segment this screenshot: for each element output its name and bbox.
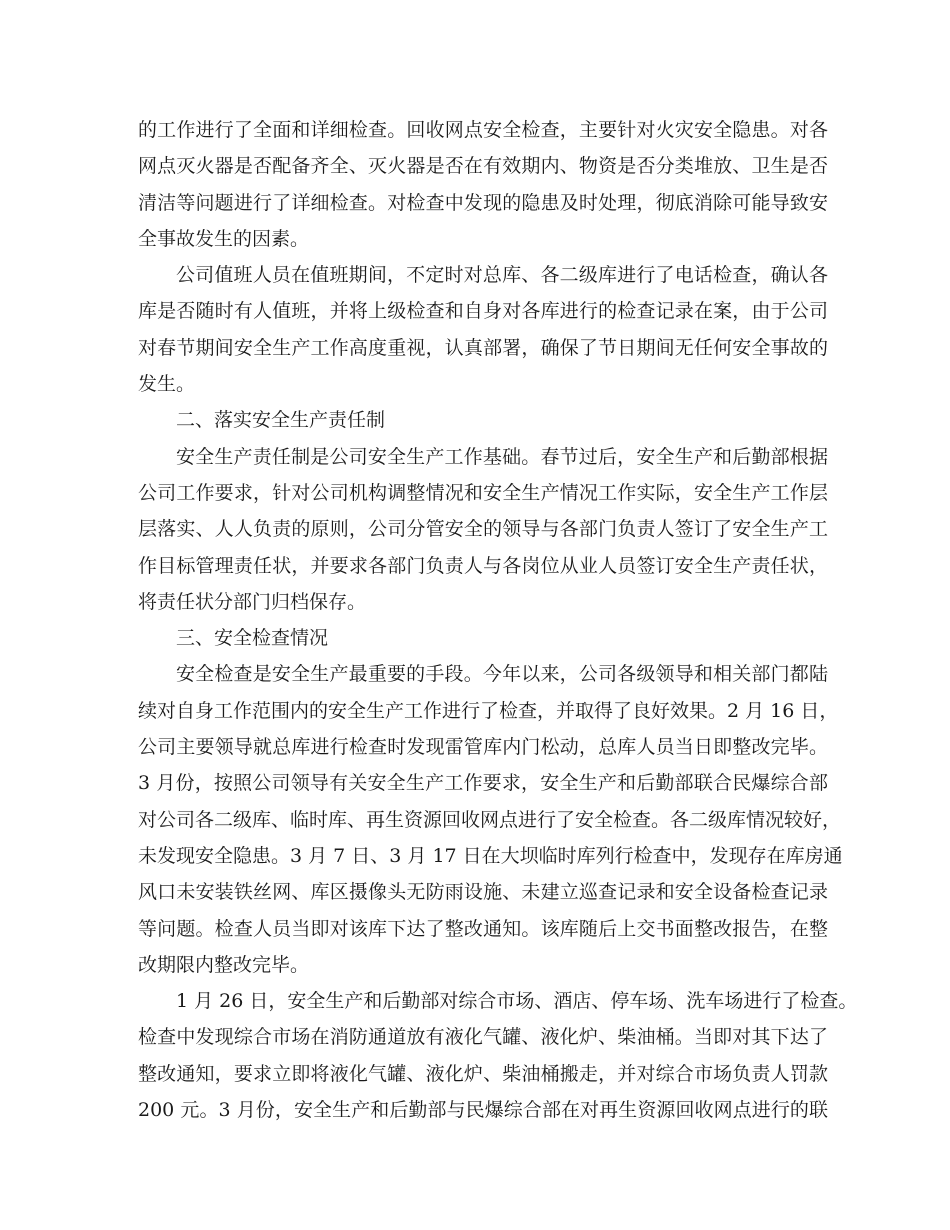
paragraph-line: 改期限内整改完毕。 (138, 953, 310, 976)
paragraph-line: 作目标管理责任状，并要求各部门负责人与各岗位从业人员签订安全生产责任状， (138, 554, 828, 577)
paragraph-line: 网点灭火器是否配备齐全、灭火器是否在有效期内、物资是否分类堆放、卫生是否 (138, 155, 828, 178)
paragraph-line: 清洁等问题进行了详细检查。对检查中发现的隐患及时处理，彻底消除可能导致安 (138, 191, 828, 214)
paragraph-line: 公司值班人员在值班期间，不定时对总库、各二级库进行了电话检查，确认各 (176, 264, 828, 287)
paragraph-line: 全事故发生的因素。 (138, 227, 310, 250)
paragraph-line: 层落实、人人负责的原则，公司分管安全的领导与各部门负责人签订了安全生产工 (138, 518, 828, 541)
paragraph-line: 未发现安全隐患。3 月 7 日、3 月 17 日在大坝临时库列行检查中，发现存在库房通 (138, 844, 843, 867)
paragraph-line: 对公司各二级库、临时库、再生资源回收网点进行了安全检查。各二级库情况较好， (138, 808, 842, 831)
paragraph (138, 112, 828, 257)
paragraph-line: 等问题。检查人员当即对该库下达了整改通知。该库随后上交书面整改报告，在整 (138, 917, 828, 940)
paragraph-line: 检查中发现综合市场在消防通道放有液化气罐、液化炉、柴油桶。当即对其下达了 (138, 1026, 828, 1049)
paragraph-line: 3 月份，按照公司领导有关安全生产工作要求，安全生产和后勤部联合民爆综合部 (138, 772, 828, 795)
paragraph (138, 257, 828, 402)
paragraph-line: 风口未安装铁丝网、库区摄像头无防雨设施、未建立巡查记录和安全设备检查记录 (138, 881, 828, 904)
paragraph-line: 的工作进行了全面和详细检查。回收网点安全检查，主要针对火灾安全隐患。对各 (138, 119, 828, 141)
paragraph-line: 将责任状分部门归档保存。 (138, 590, 367, 613)
section-heading (138, 402, 828, 438)
paragraph (138, 439, 828, 620)
paragraph-line: 公司工作要求，针对公司机构调整情况和安全生产情况工作实际，安全生产工作层 (138, 481, 828, 504)
paragraph (138, 983, 858, 1128)
paragraph-line: 200 元。3 月份，安全生产和后勤部与民爆综合部在对再生资源回收网点进行的联 (138, 1099, 828, 1122)
paragraph-line: 1 月 26 日，安全生产和后勤部对综合市场、酒店、停车场、洗车场进行了检查。 (176, 990, 858, 1013)
paragraph-line: 续对自身工作范围内的安全生产工作进行了检查，并取得了良好效果。2 月 16 日， (138, 699, 839, 722)
document-body (138, 112, 858, 1128)
heading-text: 三、安全检查情况 (176, 627, 329, 650)
paragraph-line: 安全生产责任制是公司安全生产工作基础。春节过后，安全生产和后勤部根据 (176, 445, 828, 468)
paragraph (138, 656, 843, 983)
paragraph-line: 库是否随时有人值班，并将上级检查和自身对各库进行的检查记录在案，由于公司 (138, 300, 828, 323)
paragraph-line: 整改通知，要求立即将液化气罐、液化炉、柴油桶搬走，并对综合市场负责人罚款 (138, 1062, 828, 1085)
section-heading (138, 620, 828, 656)
paragraph-line: 公司主要领导就总库进行检查时发现雷管库内门松动，总库人员当日即整改完毕。 (138, 736, 828, 759)
paragraph-line: 对春节期间安全生产工作高度重视，认真部署，确保了节日期间无任何安全事故的 (138, 336, 828, 359)
paragraph-line: 安全检查是安全生产最重要的手段。今年以来，公司各级领导和相关部门都陆 (176, 663, 828, 686)
heading-text: 二、落实安全生产责任制 (176, 409, 386, 432)
paragraph-line: 发生。 (138, 373, 196, 396)
